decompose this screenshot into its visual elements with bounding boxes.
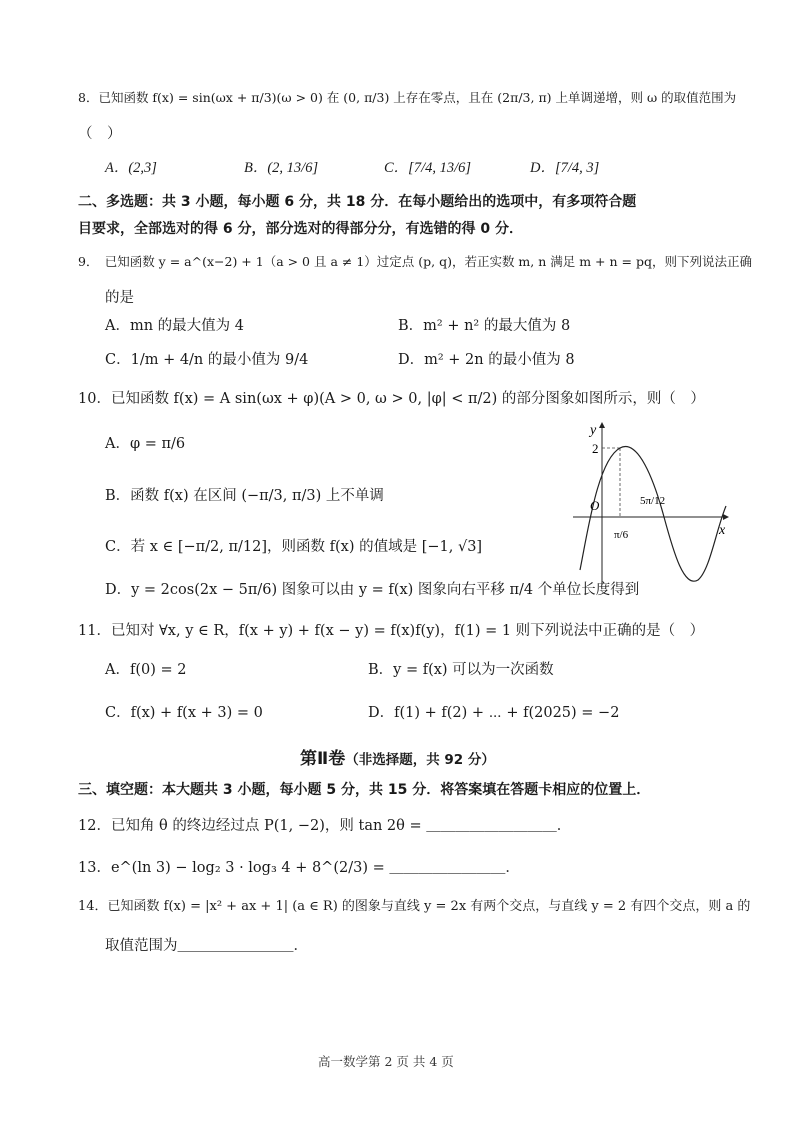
q9-option-d: D．m² + 2n 的最小值为 8 xyxy=(398,352,575,368)
q11-option-d: D．f(1) + f(2) + ⋯ + f(2025) = −2 xyxy=(368,705,620,721)
q8-option-d: D．[7/4, 3] xyxy=(530,160,600,176)
graph-y-label: y xyxy=(590,423,597,438)
q11-option-c: C．f(x) + f(x + 3) = 0 xyxy=(105,705,263,721)
page-footer: 高一数学第 2 页 共 4 页 xyxy=(318,1054,454,1069)
q10-option-b: B．函数 f(x) 在区间 (−π/3, π/3) 上不单调 xyxy=(105,488,384,504)
section3-line: 三、填空题：本大题共 3 小题，每小题 5 分，共 15 分．将答案填在答题卡相应的位置上． xyxy=(78,782,651,798)
q8-paren: （ ） xyxy=(78,126,122,142)
section2-line1: 二、多选题：共 3 小题，每小题 6 分，共 18 分．在每小题给出的选项中，有多项符合题 xyxy=(78,194,637,210)
q13-stem: 13．e^(ln 3) − log₂ 3 · log₃ 4 + 8^(2/3) = ＿＿＿＿＿＿＿＿． xyxy=(78,860,520,876)
graph-origin-label: O xyxy=(590,498,600,513)
q11-option-a: A．f(0) = 2 xyxy=(105,662,187,678)
graph-x-arrow xyxy=(723,514,729,520)
section2-line2: 目要求，全部选对的得 6 分，部分选对的得部分分，有选错的得 0 分． xyxy=(78,221,523,237)
q8-option-b: B．(2, 13/6] xyxy=(244,160,319,176)
graph-x-label: x xyxy=(719,523,726,538)
q10-option-d: D．y = 2cos(2x − 5π/6) 图象可以由 y = f(x) 图象向右平移 π/4 个单位长度得到 xyxy=(105,582,640,598)
graph-tick-pi6: π/6 xyxy=(614,529,629,541)
q10-stem: 10．已知函数 f(x) = A sin(ωx + φ)(A > 0, ω > 0, |φ| < π/2) 的部分图象如图所示，则（ ） xyxy=(78,391,705,407)
q10-option-c: C．若 x ∈ [−π/2, π/12]，则函数 f(x) 的值域是 [−1, √3] xyxy=(105,539,483,555)
q9-option-b: B．m² + n² 的最大值为 8 xyxy=(398,318,571,334)
q8-option-c: C．[7/4, 13/6] xyxy=(384,160,472,176)
q9-option-c: C．1/m + 4/n 的最小值为 9/4 xyxy=(105,352,309,368)
q12-stem: 12．已知角 θ 的终边经过点 P(1, −2)，则 tan 2θ = ＿＿＿＿＿＿＿＿＿． xyxy=(78,818,572,834)
q11-option-b: B．y = f(x) 可以为一次函数 xyxy=(368,662,554,678)
q14-stem: 14．已知函数 f(x) = |x² + ax + 1| (a ∈ R) 的图象与直线 y = 2x 有两个交点，与直线 y = 2 有四个交点，则 a 的 xyxy=(78,899,751,914)
part2-title-main: 第Ⅱ卷 xyxy=(300,749,346,769)
q11-stem: 11．已知对 ∀x, y ∈ R，f(x + y) + f(x − y) = f(x)f(y)，f(1) = 1 则下列说法中正确的是（ ） xyxy=(78,623,705,639)
part2-title xyxy=(300,744,495,769)
graph-tick-5pi12: 5π/12 xyxy=(640,495,666,507)
q9-stem: 9． 已知函数 y = a^(x−2) + 1（a > 0 且 a ≠ 1）过定点 (p, q)，若正实数 m, n 满足 m + n = pq，则下列说法正确 xyxy=(78,254,752,269)
q8-stem: 8．已知函数 f(x) = sin(ωx + π/3)(ω > 0) 在 (0, π/3) 上存在零点，且在 (2π/3, π) 上单调递增，则 ω 的取值范围为 xyxy=(78,90,737,105)
q10-function-graph xyxy=(568,420,738,590)
q9-option-a: A．mn 的最大值为 4 xyxy=(105,318,245,334)
graph-y-arrow xyxy=(599,422,605,428)
q14-stem-cont: 取值范围为＿＿＿＿＿＿＿＿． xyxy=(105,938,308,954)
part2-subtitle: （非选择题，共 92 分） xyxy=(345,752,495,768)
graph-peak-label: 2 xyxy=(592,441,599,456)
q9-stem-cont: 的是 xyxy=(105,290,134,306)
q10-option-a: A．φ = π/6 xyxy=(105,436,186,452)
q8-option-a: A．(2,3] xyxy=(105,160,157,176)
